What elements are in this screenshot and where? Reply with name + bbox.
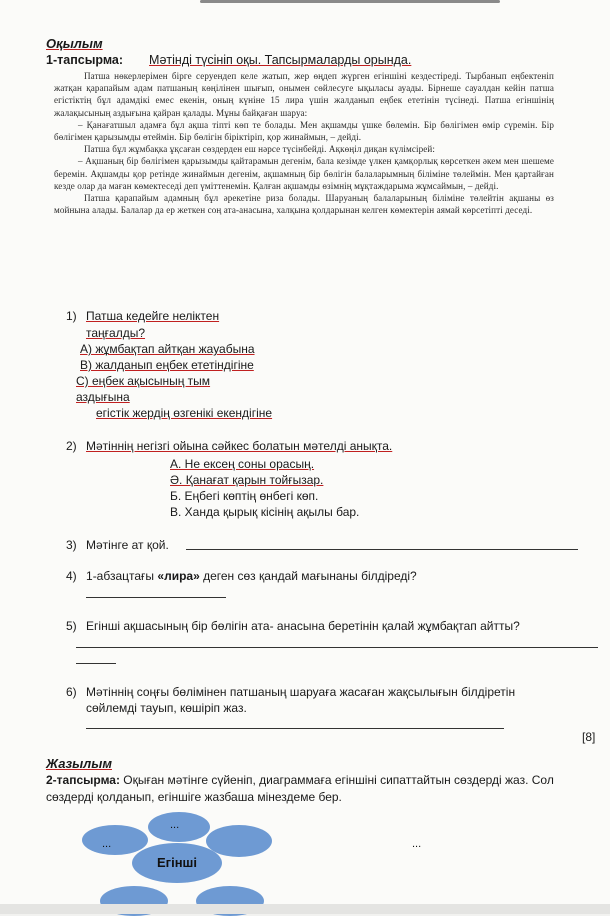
question-2-text: Мәтіннің негізгі ойына сәйкес болатын мәтелді анықта. [86, 439, 393, 453]
task2-instruction: Оқыған мәтінге сүйеніп, диаграммаға егіншіні сипаттайтын сөздерді жаз. Сол сөздерді қолданып, егіншіге жазбаша мінездеме бер. [46, 773, 554, 804]
question-2-option-a[interactable]: А. Не ексең соны орасың. [170, 457, 315, 471]
section-writing-title: Жазылым [46, 756, 112, 771]
question-1-option-b[interactable]: В) жалданып еңбек ететіндігіне [80, 358, 254, 372]
question-1-option-a[interactable]: А) жұмбақтап айтқан жауабына [80, 342, 255, 356]
question-4-text-post: деген сөз қандай мағынаны білдіреді? [199, 569, 417, 583]
question-3 [66, 537, 169, 553]
task2-text [46, 772, 591, 806]
question-5-answer-line[interactable] [76, 647, 598, 648]
passage-paragraph: Патша нөкерлерімен бірге серуендеп келе жатып, жер өңдеп жүрген егіншіні кездестіреді. Тырбанып еңбектеніп жатқан қарапайым адам патшаның көңілінен шығып, онымен сөйлесуге ықыласы ауады. Бірнеше сауалдан кейін патша егістіктің бұл адамдікі емес екенін, оның күніне 15 лира үшін жалданып еңбек ететінін түсінеді. Патша егіншінің жалақысының аздығына қайран қалады. Мұны байқаған шаруа: [54, 71, 554, 118]
question-4-text-pre: 1-абзацтағы [86, 569, 158, 583]
question-6-text-a: Мәтіннің соңғы бөлімінен патшаның шаруаға жасаған жақсылығын білдіретін [86, 685, 516, 699]
passage-paragraph: – Қанағатшыл адамға бұл ақша тіпті көп те болады. Мен ақшамды үшке бөлемін. Бір бөлігімен өмір сүремін. Бір бөлігімен қарызымды өтеймін. Бір бөлігін біріктіріп, қор жинаймын, – дейді. [54, 119, 554, 143]
diagram-placeholder: ... [102, 838, 112, 850]
diagram-center-label: Егінші [157, 855, 197, 870]
question-1-text-a: Патша кедейге неліктен [86, 309, 220, 323]
task1-header [46, 53, 411, 67]
passage-paragraph: – Ақшаның бір бөлігімен қарызымды қайтарамын дегенім, бала кезімде үлкен қамқорлық көрсеткен әкем мен шешеме беремін. Ақшамды қор ретінде жинаймын дегенім, ақшамның бір бөлігін балаларымның біліміне төлеймін. Мен қартайған кезде олар да маған көмектеседі деп үміттенемін. Қалған ақшамды өзімнің мұқтаждарыма жұмсаймын, – дейді. [54, 156, 554, 191]
passage-paragraph: Патша бұл жұмбақка ұқсаған сөздерден еш нәрсе түсінбейді. Ақкөңіл диқан күлімсірей: [84, 144, 435, 155]
diagram-center-node [132, 843, 222, 883]
diagram-placeholder: ... [412, 838, 422, 850]
reading-passage [54, 70, 554, 216]
question-3-text: Мәтінге ат қой. [86, 538, 169, 552]
diagram-placeholder: ... [170, 819, 180, 831]
question-2-option-ae[interactable]: Ә. Қанағат қарын тойғызар. [170, 473, 324, 487]
question-1-option-d[interactable]: егістік жердің өзгенікі екендігіне [96, 406, 273, 420]
question-6 [66, 684, 515, 700]
question-3-answer-line[interactable] [186, 549, 578, 550]
question-6-answer-line[interactable] [86, 728, 504, 729]
question-1-number: 1) [66, 309, 77, 323]
question-4 [66, 568, 417, 584]
passage-paragraph: Патша қарапайым адамның бұл әрекетіне риза болады. Шаруаның балаларының біліміне төлейтін ақшаны өз мойнына алады. Балалар да ер жеткен соң ата-анасына, халқына қолдарынан келген көмектерін аямай көрсетіпті деседі. [54, 193, 554, 216]
task2-label: 2-тапсырма: [46, 773, 120, 787]
question-4-keyword: «лира» [157, 569, 200, 583]
diagram-bubble-top-left[interactable] [82, 825, 148, 855]
question-5-number: 5) [66, 619, 77, 633]
task1-label: 1-тапсырма: [46, 53, 124, 67]
question-1-text-b: таңғалды? [86, 326, 146, 340]
question-2-number: 2) [66, 439, 77, 453]
score-total: [8] [582, 730, 596, 744]
section-reading-title: Оқылым [46, 36, 103, 51]
question-6-text-b: сөйлемді тауып, көшіріп жаз. [86, 701, 247, 715]
question-2-option-b[interactable]: Б. Еңбегі көптің өнбегі көп. [170, 489, 319, 503]
question-5-text: Егінші ақшасының бір бөлігін ата- анасына беретінін қалай жұмбақтап айтты? [86, 619, 520, 633]
question-2-option-v[interactable]: В. Ханда қырық кісінің ақылы бар. [170, 505, 360, 519]
question-2 [66, 438, 392, 454]
question-1-option-c-cont: аздығына [76, 390, 130, 404]
question-5-answer-line-2[interactable] [76, 663, 116, 664]
question-3-number: 3) [66, 538, 77, 552]
question-5 [66, 618, 520, 634]
question-1 [66, 308, 219, 324]
bottom-edge [0, 904, 610, 914]
question-4-answer-line[interactable] [86, 597, 226, 598]
question-1-option-c[interactable]: С) еңбек ақысының тым [76, 374, 211, 388]
cut-off-header [200, 0, 500, 5]
question-4-number: 4) [66, 569, 77, 583]
question-6-number: 6) [66, 685, 77, 699]
task1-instruction: Мәтінді түсініп оқы. Тапсырмаларды орында. [149, 53, 412, 67]
